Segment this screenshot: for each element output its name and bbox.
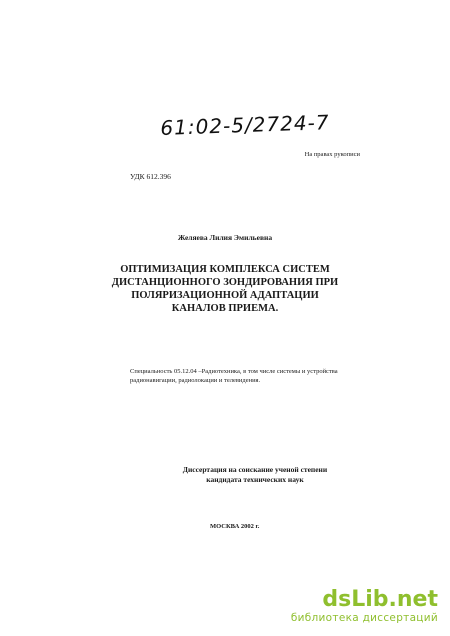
udk-code: УДК 612.396 <box>130 172 171 181</box>
title-line: ДИСТАНЦИОННОГО ЗОНДИРОВАНИЯ ПРИ <box>111 277 339 288</box>
logo-lib: Lib <box>351 587 389 612</box>
logo-net: .net <box>388 587 438 612</box>
specialty-line: Специальность 05.12.04 –Радиотехника, в том числе системы и устройства <box>130 368 338 375</box>
degree-statement <box>175 465 335 485</box>
dslib-watermark[interactable] <box>291 588 438 624</box>
specialty-text <box>130 367 338 385</box>
title-line: ПОЛЯРИЗАЦИОННОЙ АДАПТАЦИИ <box>131 290 319 301</box>
degree-line: Диссертация на соискание ученой степени <box>182 465 328 474</box>
title-line: ОПТИМИЗАЦИЯ КОМПЛЕКСА СИСТЕМ <box>120 264 330 275</box>
author-name: Желяева Лилия Эмильевна <box>177 233 273 242</box>
handwritten-archive-code: 61:02-5/2724-7 <box>160 110 330 140</box>
degree-line: кандидата технических наук <box>206 475 304 484</box>
dissertation-title <box>0 263 450 315</box>
logo-ds: ds <box>322 587 352 612</box>
specialty-line: радионавигации, радиолокации и телевидения. <box>130 377 261 384</box>
manuscript-note: На правах рукописи <box>304 151 360 158</box>
city-year: МОСКВА 2002 г. <box>210 523 260 530</box>
title-line: КАНАЛОВ ПРИЕМА. <box>171 303 279 314</box>
dslib-logo <box>291 588 438 612</box>
watermark-subtitle: библиотека диссертаций <box>290 612 438 624</box>
